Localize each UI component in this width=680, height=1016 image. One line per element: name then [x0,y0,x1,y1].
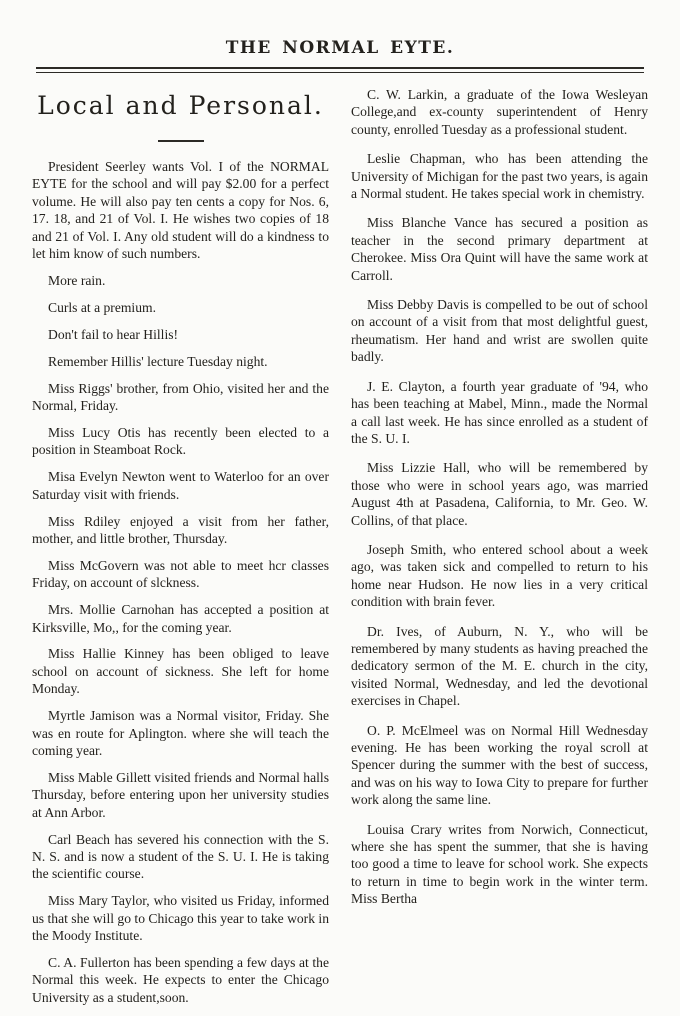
paragraph: Myrtle Jamison was a Normal visitor, Friday. She was en route for Aplington. where she will teach the coming year. [32,708,329,758]
right-column [351,83,648,1016]
paragraph: Miss Blanche Vance has secured a position as teacher in the second primary department at Cherokee. Miss Ora Quint will have the same work at Carroll. [351,215,648,283]
paragraph: Curls at a premium. [48,299,156,315]
paragraph: C. A. Fullerton has been spending a few days at the Normal this week. He expects to enter the Chicago University as a student,soon. [32,955,329,1005]
right-column-body [351,86,648,908]
paragraph: Miss Hallie Kinney has been obliged to leave school on account of sickness. She left for home Monday. [32,646,329,697]
masthead-title: THE NORMAL EYTE. [225,38,455,58]
paragraph: Carl Beach has severed his connection with the S. N. S. and is now a student of the S. U. I. He is taking the scientific course. [32,831,329,882]
paragraph: Dr. Ives, of Auburn, N. Y., who will be remembered by many students as having preached the dedicatory sermon of the M. E. church in the city, visited Normal, Wednesday, and led the devotional exercises in Chapel. [351,623,648,709]
left-column-body [32,158,329,1006]
paragraph: Miss McGovern was not able to meet hcr classes Friday, on account of slckness. [32,557,329,591]
paragraph: Miss Mable Gillett visited friends and Normal halls Thursday, before entering upon her university studies at Ann Arbor. [32,769,329,820]
paragraph: Miss Riggs' brother, from Ohio, visited her and the Normal, Friday. [32,380,329,413]
paragraph: Louisa Crary writes from Norwich, Connecticut, where she has spent the summer, that she is having too good a time to leave for school work. She expects to return in time to begin work in the winter term. Miss Bertha [351,821,648,907]
paragraph: Miss Debby Davis is compelled to be out of school on account of a visit from that most delightful guest, rheumatism. Her hand and wrist are swollen quite badly. [351,297,648,365]
paragraph: Miss Mary Taylor, who visited us Friday, informed us that she will go to Chicago this year to take work in the Moody Institute. [32,893,329,944]
paragraph: More rain. [48,272,106,288]
paragraph: Remember Hillis' lecture Tuesday night. [48,353,268,369]
section-title: Local and Personal. [37,91,324,120]
paragraph: Miss Rdiley enjoyed a visit from her father, mother, and little brother, Thursday. [32,513,329,546]
paragraph: Don't fail to hear Hillis! [48,326,179,342]
paragraph: O. P. McElmeel was on Normal Hill Wednesday evening. He has been working the royal scroll at Spencer during the summer with the best of success, and was on his way to Iowa City to prepare for further work along the same line. [351,722,648,808]
paragraph: J. E. Clayton, a fourth year graduate of '94, who has been teaching at Mabel, Minn., made the Normal a call last week. He has since enrolled as a student of the S. U. I. [351,378,648,446]
left-column [32,83,329,1016]
section-divider [158,140,204,142]
paragraph: Leslie Chapman, who has been attending the University of Michigan for the past two years, is again a Normal student. He takes special work in chemistry. [351,151,648,202]
paragraph: Mrs. Mollie Carnohan has accepted a position at Kirksville, Mo,, for the coming year. [32,602,329,635]
paragraph: C. W. Larkin, a graduate of the Iowa Wesleyan College,and ex-county superintendent of Henry county, enrolled Tuesday as a professional student. [351,87,648,137]
paragraph: Misa Evelyn Newton went to Waterloo for an over Saturday visit with friends. [32,469,329,502]
paragraph: President Seerley wants Vol. I of the NORMAL EYTE for the school and will pay $2.00 for a perfect volume. He will also pay ten cents a copy for Nos. 6, 17. 18, and 21 of Vol. I. He wishes two copies of 18 and 21 of Vol. I. Any old student will do a kindness to let him know of such numbers. [32,159,329,262]
column-layout [0,73,680,1016]
paragraph: Miss Lizzie Hall, who will be remembered by those who were in school years ago, was married August 4th at Pasadena, California, to Mr. Geo. W. Collins, of that place. [351,460,648,528]
paragraph: Joseph Smith, who entered school about a week ago, was taken sick and compelled to return to his home near Hudson. He now lies in a very critical condition with brain fever. [351,541,648,610]
paragraph: Miss Lucy Otis has recently been elected to a position in Steamboat Rock. [32,424,329,458]
